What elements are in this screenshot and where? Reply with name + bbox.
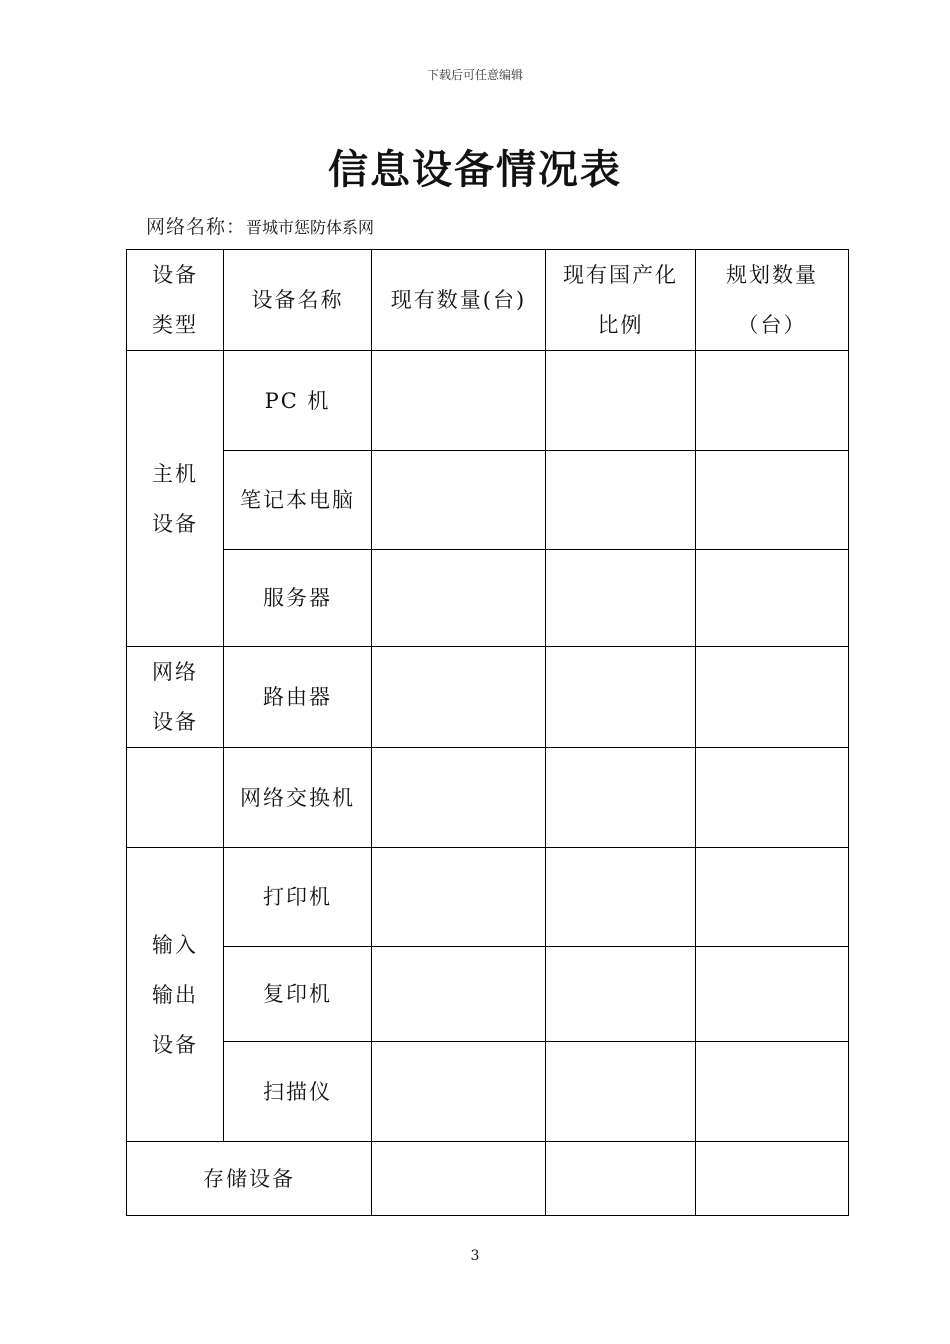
table-row <box>127 647 849 748</box>
header-planned-line2: （台） <box>737 313 807 337</box>
group-host <box>127 351 224 647</box>
cell-planned[interactable] <box>696 947 849 1042</box>
group-network-line2: 设备 <box>152 710 198 734</box>
header-domestic-ratio <box>546 250 696 351</box>
network-name-value: 晋城市惩防体系网 <box>246 218 375 237</box>
cell-planned[interactable] <box>696 1042 849 1142</box>
table-row <box>127 748 849 848</box>
cell-current[interactable] <box>372 1142 546 1216</box>
table-row <box>127 351 849 451</box>
device-router: 路由器 <box>224 647 372 748</box>
device-scanner: 扫描仪 <box>224 1042 372 1142</box>
cell-domestic[interactable] <box>546 947 696 1042</box>
equipment-table <box>126 249 849 1216</box>
header-type-line1: 设备 <box>152 263 198 287</box>
cell-current[interactable] <box>372 451 546 550</box>
header-type-line2: 类型 <box>152 313 198 337</box>
network-name-label: 网络名称： <box>146 216 247 238</box>
device-pc: PC 机 <box>224 351 372 451</box>
header-planned-count <box>696 250 849 351</box>
cell-current[interactable] <box>372 1042 546 1142</box>
cell-current[interactable] <box>372 550 546 647</box>
cell-planned[interactable] <box>696 351 849 451</box>
group-io-line1: 输入 <box>152 932 198 957</box>
group-host-line1: 主机 <box>152 461 198 486</box>
group-network-line1: 网络 <box>152 660 198 684</box>
group-io-line2: 输出 <box>152 982 198 1007</box>
page-title: 信息设备情况表 <box>328 146 622 193</box>
cell-current[interactable] <box>372 947 546 1042</box>
header-note: 下载后可任意编辑 <box>426 68 523 82</box>
cell-domestic[interactable] <box>546 351 696 451</box>
cell-current[interactable] <box>372 848 546 947</box>
table-row <box>127 1042 849 1142</box>
cell-planned[interactable] <box>696 1142 849 1216</box>
group-empty <box>127 748 224 848</box>
table-row <box>127 947 849 1042</box>
table-row <box>127 848 849 947</box>
device-switch: 网络交换机 <box>224 748 372 848</box>
cell-current[interactable] <box>372 647 546 748</box>
header-domestic-line2: 比例 <box>597 313 644 337</box>
cell-domestic[interactable] <box>546 1142 696 1216</box>
cell-domestic[interactable] <box>546 1042 696 1142</box>
group-io-line3: 设备 <box>152 1032 198 1057</box>
cell-planned[interactable] <box>696 748 849 848</box>
header-current-count: 现有数量(台) <box>372 250 546 351</box>
header-row <box>127 250 849 351</box>
cell-domestic[interactable] <box>546 451 696 550</box>
table-row <box>127 1142 849 1216</box>
device-storage: 存储设备 <box>127 1142 372 1216</box>
group-io <box>127 848 224 1142</box>
network-name <box>146 212 374 239</box>
cell-planned[interactable] <box>696 647 849 748</box>
group-host-line2: 设备 <box>152 511 198 536</box>
group-network <box>127 647 224 748</box>
header-domestic-line1: 现有国产化 <box>563 263 678 287</box>
table-row <box>127 451 849 550</box>
device-copier: 复印机 <box>224 947 372 1042</box>
cell-current[interactable] <box>372 748 546 848</box>
table-row <box>127 550 849 647</box>
cell-planned[interactable] <box>696 848 849 947</box>
cell-planned[interactable] <box>696 451 849 550</box>
cell-domestic[interactable] <box>546 848 696 947</box>
header-planned-line1: 规划数量 <box>726 263 818 287</box>
cell-domestic[interactable] <box>546 748 696 848</box>
device-laptop: 笔记本电脑 <box>224 451 372 550</box>
header-name: 设备名称 <box>224 250 372 351</box>
cell-planned[interactable] <box>696 550 849 647</box>
device-server: 服务器 <box>224 550 372 647</box>
device-printer: 打印机 <box>224 848 372 947</box>
header-type <box>127 250 224 351</box>
page-number: 3 <box>470 1248 480 1264</box>
cell-domestic[interactable] <box>546 647 696 748</box>
cell-domestic[interactable] <box>546 550 696 647</box>
cell-current[interactable] <box>372 351 546 451</box>
